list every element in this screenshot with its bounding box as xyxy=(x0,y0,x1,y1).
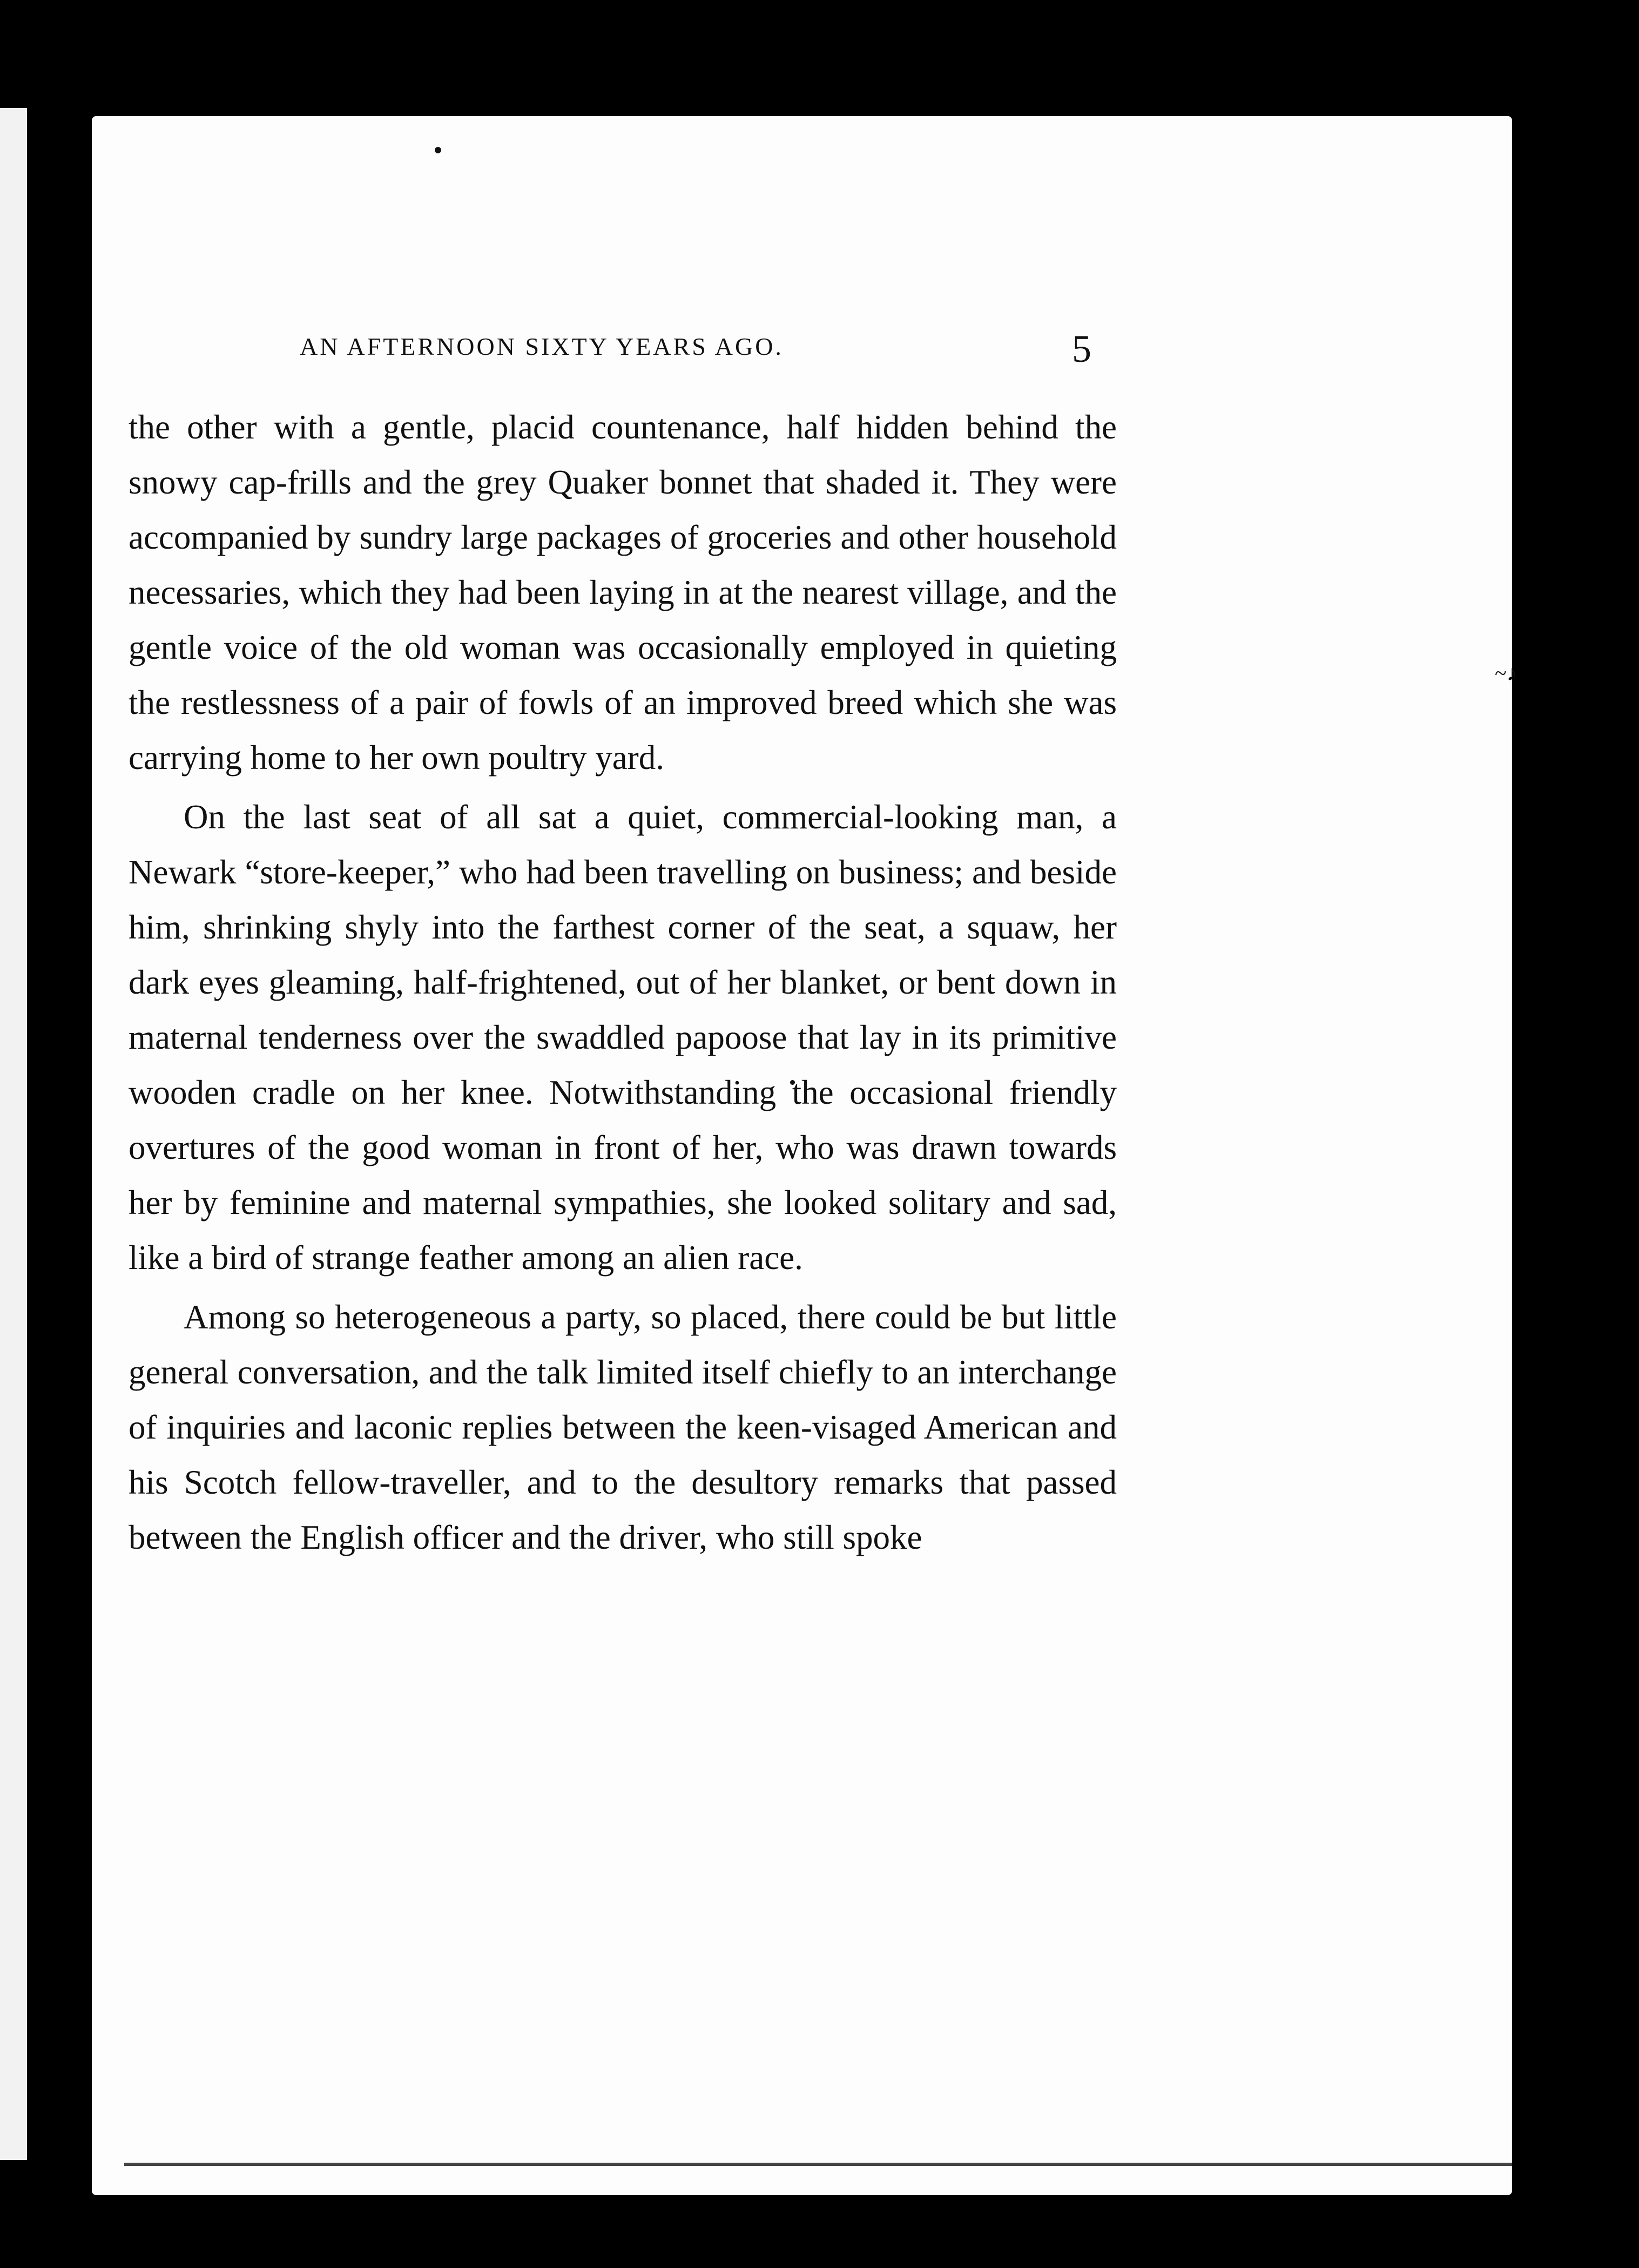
running-header: AN AFTERNOON SIXTY YEARS AGO. xyxy=(300,333,784,360)
body-text xyxy=(129,400,1117,1569)
page-number: 5 xyxy=(1072,327,1091,370)
page-bottom-edge xyxy=(124,2163,1512,2166)
page-speck xyxy=(435,147,441,153)
scan-gutter-shadow xyxy=(27,108,65,2160)
scan-left-edge xyxy=(0,108,27,2160)
paragraph-3: Among so heterogeneous a party, so placed, there could be but little general conversation, and the talk limited itself chiefly to an interchange of inquiries and laconic replies between the keen-visaged American and his Scotch fellow-traveller, and to the desultory remarks that passed between the English officer and the driver, who still spoke xyxy=(129,1298,1117,1556)
paragraph-2: On the last seat of all sat a quiet, commercial-looking man, a Newark “store-keeper,” who had been travelling on business; and beside him, shrinking shyly into the farthest corner of the seat, a squaw, her dark eyes gleaming, half-frightened, out of her blanket, or bent down in maternal tenderness over the swaddled papoose that lay in its primitive wooden cradle on her knee. Notwithstanding the occasional friendly overtures of the good woman in front of her, who was drawn towards her by feminine and maternal sympathies, she looked solitary and sad, like a bird of strange feather among an alien race. xyxy=(129,798,1117,1277)
margin-mark: ~♪ xyxy=(1495,661,1517,685)
paragraph-1: the other with a gentle, placid countenance, half hidden behind the snowy cap-frills and the grey Quaker bonnet that shaded it. They were accompanied by sundry large packages of groceries and other household necessaries, which they had been laying in at the nearest village, and the gentle voice of the old woman was occasionally employed in quieting the restlessness of a pair of fowls of an improved breed which she was carrying home to her own poultry yard. xyxy=(129,408,1117,777)
